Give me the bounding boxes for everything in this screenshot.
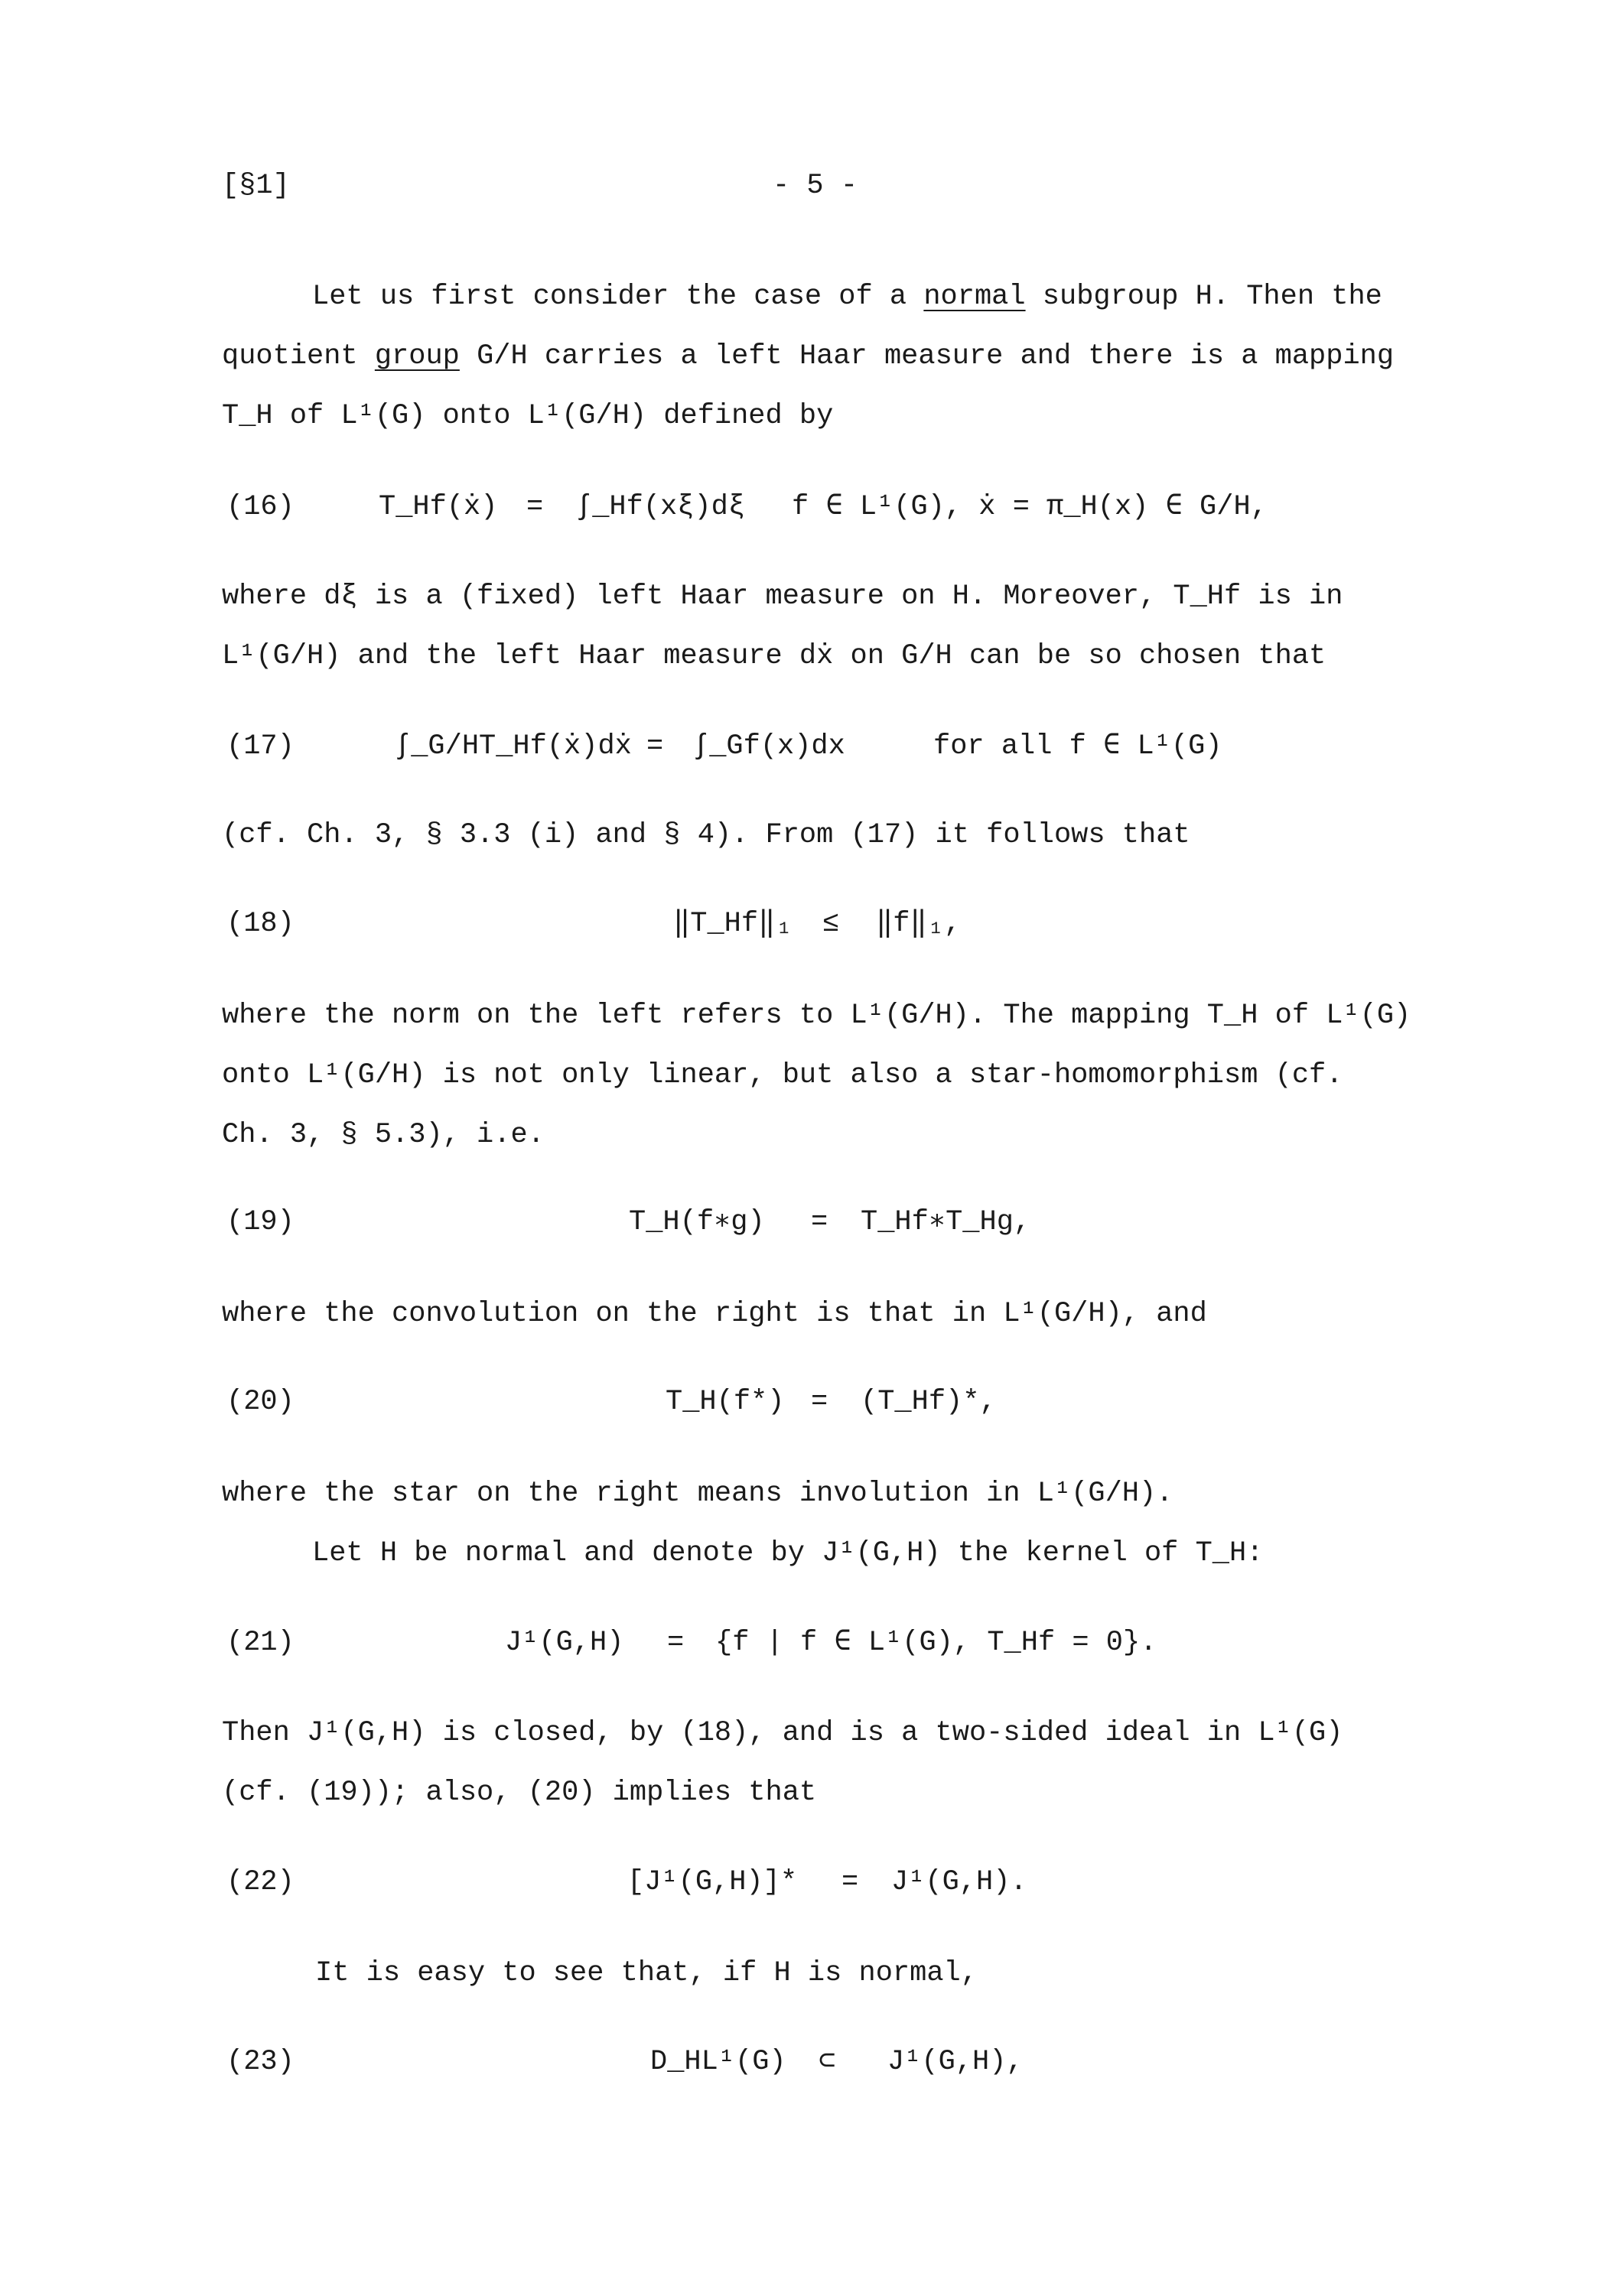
equation-16-relation: = xyxy=(526,491,544,523)
paragraph-2-line-2: L¹(G/H) and the left Haar measure dẋ on G/H can be so chosen that xyxy=(222,640,1326,672)
equation-19-relation: = xyxy=(811,1206,828,1238)
equation-22-relation: = xyxy=(841,1866,859,1898)
equation-17-rhs: ∫_Gf(x)dx xyxy=(692,730,845,763)
equation-22-number: (22) xyxy=(226,1866,295,1898)
paragraph-4-line-3: Ch. 3, § 5.3), i.e. xyxy=(222,1119,545,1151)
equation-16-rhs: ∫_Hf(xξ)dξ xyxy=(575,491,746,523)
equation-16-condition: f ∈ L¹(G), ẋ = π_H(x) ∈ G/H, xyxy=(792,491,1268,523)
equation-18-rhs: ‖f‖₁, xyxy=(876,908,962,940)
equation-20-number: (20) xyxy=(226,1386,295,1418)
page-number: - 5 - xyxy=(773,170,858,202)
equation-20-lhs: T_H(f*) xyxy=(666,1386,785,1418)
equation-18-lhs: ‖T_Hf‖₁ xyxy=(673,908,793,940)
equation-22-lhs: [J¹(G,H)]* xyxy=(627,1866,798,1898)
paragraph-4-line-2: onto L¹(G/H) is not only linear, but also a star-homomorphism (cf. xyxy=(222,1059,1343,1091)
paragraph-1-line-3: T_H of L¹(G) onto L¹(G/H) defined by xyxy=(222,400,834,432)
equation-21-rhs: {f | f ∈ L¹(G), T_Hf = 0}. xyxy=(715,1627,1157,1659)
equation-17-lhs: ∫_G/HT_Hf(ẋ)dẋ xyxy=(394,730,632,763)
paragraph-8-line-1: It is easy to see that, if H is normal, xyxy=(315,1957,978,1989)
equation-17-relation: = xyxy=(646,730,664,763)
section-label: [§1] xyxy=(222,170,290,202)
equation-16-lhs: T_Hf(ẋ) xyxy=(379,491,498,523)
equation-18-relation: ≤ xyxy=(822,908,840,940)
equation-23-number: (23) xyxy=(226,2046,295,2078)
equation-21-lhs: J¹(G,H) xyxy=(505,1627,624,1659)
paragraph-4-line-1: where the norm on the left refers to L¹(G/H). The mapping T_H of L¹(G) xyxy=(222,1000,1411,1032)
equation-23-relation: ⊂ xyxy=(819,2046,836,2078)
paragraph-1-line-1: Let us first consider the case of a normal subgroup H. Then the xyxy=(312,281,1382,313)
equation-18-number: (18) xyxy=(226,908,295,940)
equation-21-number: (21) xyxy=(226,1627,295,1659)
paragraph-7-line-2: (cf. (19)); also, (20) implies that xyxy=(222,1777,817,1809)
equation-20-rhs: (T_Hf)*, xyxy=(861,1386,997,1418)
paragraph-1-line-2: quotient group G/H carries a left Haar measure and there is a mapping xyxy=(222,340,1395,372)
equation-23-lhs: D_HL¹(G) xyxy=(650,2046,786,2078)
equation-19-lhs: T_H(f∗g) xyxy=(629,1206,765,1238)
equation-17-number: (17) xyxy=(226,730,295,763)
equation-16-number: (16) xyxy=(226,491,295,523)
emphasis-normal: normal xyxy=(923,281,1026,313)
paragraph-3-line-1: (cf. Ch. 3, § 3.3 (i) and § 4). From (17) it follows that xyxy=(222,819,1190,851)
paragraph-6-line-2: Let H be normal and denote by J¹(G,H) the kernel of T_H: xyxy=(312,1537,1264,1569)
paragraph-5-line-1: where the convolution on the right is that in L¹(G/H), and xyxy=(222,1298,1207,1330)
paragraph-7-line-1: Then J¹(G,H) is closed, by (18), and is a two-sided ideal in L¹(G) xyxy=(222,1717,1343,1749)
equation-19-number: (19) xyxy=(226,1206,295,1238)
paragraph-6-line-1: where the star on the right means involution in L¹(G/H). xyxy=(222,1478,1173,1510)
emphasis-group: group xyxy=(374,340,460,372)
equation-17-condition: for all f ∈ L¹(G) xyxy=(933,730,1222,763)
equation-20-relation: = xyxy=(811,1386,828,1418)
equation-21-relation: = xyxy=(667,1627,685,1659)
paragraph-2-line-1: where dξ is a (fixed) left Haar measure on H. Moreover, T_Hf is in xyxy=(222,581,1343,613)
equation-22-rhs: J¹(G,H). xyxy=(891,1866,1027,1898)
equation-23-rhs: J¹(G,H), xyxy=(887,2046,1024,2078)
equation-19-rhs: T_Hf∗T_Hg, xyxy=(861,1206,1031,1238)
